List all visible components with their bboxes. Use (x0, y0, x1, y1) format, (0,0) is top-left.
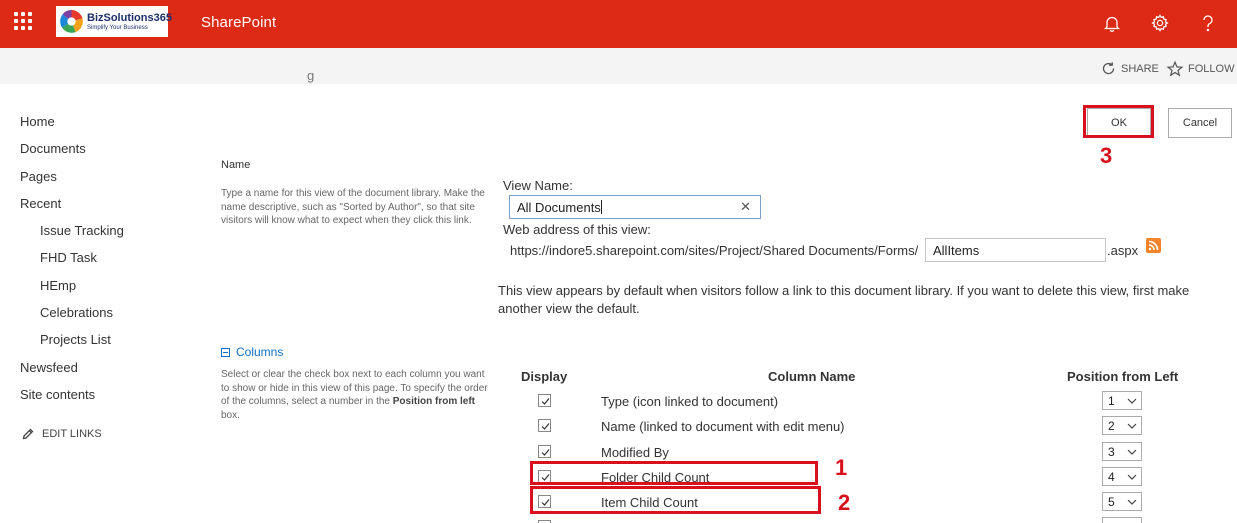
url-prefix: https://indore5.sharepoint.com/sites/Project/Shared Documents/Forms/ (510, 243, 919, 258)
url-name-value: AllItems (933, 243, 980, 258)
table-row (0, 418, 1237, 442)
chevron-down-icon (1127, 449, 1137, 455)
annotation-number-1: 1 (835, 455, 848, 480)
nav-item-projects-list[interactable]: Projects List (40, 332, 111, 347)
annotation-box-folder-child-count (530, 461, 818, 485)
clear-icon[interactable]: ✕ (740, 199, 751, 214)
nav-item-pages[interactable]: Pages (20, 169, 57, 184)
annotation-box-ok (1083, 105, 1154, 138)
position-select[interactable]: 3 (1102, 442, 1142, 461)
share-button[interactable] (1101, 61, 1159, 76)
display-checkbox[interactable] (538, 394, 551, 407)
web-address-label: Web address of this view: (503, 222, 651, 237)
column-name: Name (linked to document with edit menu) (601, 419, 845, 434)
share-label: SHARE (1121, 62, 1159, 75)
follow-label: FOLLOW (1188, 63, 1235, 75)
display-checkbox[interactable] (538, 419, 551, 432)
column-header-display: Display (521, 369, 568, 384)
nav-item-hemp[interactable]: HEmp (40, 278, 77, 293)
column-header-name: Column Name (768, 369, 856, 384)
chevron-down-icon (1127, 398, 1137, 404)
clipped-title-fragment: g (307, 68, 315, 83)
column-name: Type (icon linked to document) (601, 394, 779, 409)
annotation-number-2: 2 (838, 490, 851, 515)
nav-item-celebrations[interactable]: Celebrations (40, 305, 113, 320)
bell-icon[interactable] (1101, 12, 1123, 34)
name-section-title: Name (221, 159, 251, 171)
display-checkbox[interactable] (538, 445, 551, 458)
url-name-input[interactable] (925, 238, 1106, 262)
logo-name: BizSolutions365 (87, 11, 172, 24)
view-name-value: All Documents (517, 200, 601, 215)
help-icon[interactable] (1197, 12, 1219, 34)
logo-mark-icon (59, 9, 84, 34)
view-name-label: View Name: (503, 178, 573, 193)
chevron-down-icon (1127, 423, 1137, 429)
position-select[interactable]: 1 (1102, 391, 1142, 410)
cancel-button[interactable]: Cancel (1168, 108, 1232, 138)
table-row (0, 393, 1237, 417)
column-name: Item Child Count (601, 495, 698, 510)
site-logo[interactable] (56, 6, 172, 37)
ok-button[interactable]: OK (1087, 108, 1151, 138)
position-select[interactable]: 4 (1102, 467, 1142, 486)
nav-item-home[interactable]: Home (20, 114, 55, 129)
annotation-number-3: 3 (1100, 143, 1113, 168)
collapse-icon (221, 348, 230, 357)
chevron-down-icon (1127, 499, 1137, 505)
annotation-box-item-child-count (530, 486, 821, 514)
columns-section-description: Select or clear the check box next to each column you want to show or hide in this view of this page. To specify the order of the columns, select a number in the Position from left box. (221, 369, 488, 421)
name-section-description: Type a name for this view of the document library. Make the name descriptive, such as "Sorted by Author", so that site visitors will know what to expect when they click this link. (221, 188, 485, 226)
follow-button[interactable] (1167, 61, 1234, 77)
app-title[interactable]: SharePoint (201, 14, 277, 31)
waffle-icon[interactable] (14, 12, 34, 32)
rss-feed-icon[interactable] (1146, 238, 1161, 253)
edit-links-label: EDIT LINKS (42, 428, 102, 440)
nav-item-fhd-task[interactable]: FHD Task (40, 250, 97, 265)
column-name: Folder Child Count (601, 470, 710, 485)
url-suffix: .aspx (1107, 243, 1139, 258)
default-view-note: This view appears by default when visitors follow a link to this document library. If you want to delete this view, first make another view the default. (498, 283, 1190, 316)
chevron-down-icon (1127, 474, 1137, 480)
nav-item-documents[interactable]: Documents (20, 141, 86, 156)
column-name: Modified By (601, 445, 669, 460)
nav-item-issue-tracking[interactable]: Issue Tracking (40, 223, 124, 238)
suite-bar (0, 0, 1237, 48)
logo-tagline: Simplify Your Business (87, 24, 148, 31)
action-bar (0, 48, 1237, 84)
view-name-input[interactable] (509, 195, 761, 219)
nav-item-site-contents[interactable]: Site contents (20, 387, 96, 402)
star-icon (1167, 61, 1183, 77)
position-select[interactable]: 5 (1102, 492, 1142, 511)
columns-section-toggle[interactable] (221, 345, 283, 359)
columns-section-title: Columns (236, 345, 284, 359)
column-header-position: Position from Left (1067, 369, 1179, 384)
position-select-partial[interactable] (1102, 517, 1142, 523)
nav-item-recent[interactable]: Recent (20, 196, 62, 211)
nav-item-newsfeed[interactable]: Newsfeed (20, 360, 78, 375)
gear-icon[interactable] (1149, 12, 1171, 34)
share-icon (1101, 61, 1116, 76)
position-select[interactable]: 2 (1102, 416, 1142, 435)
